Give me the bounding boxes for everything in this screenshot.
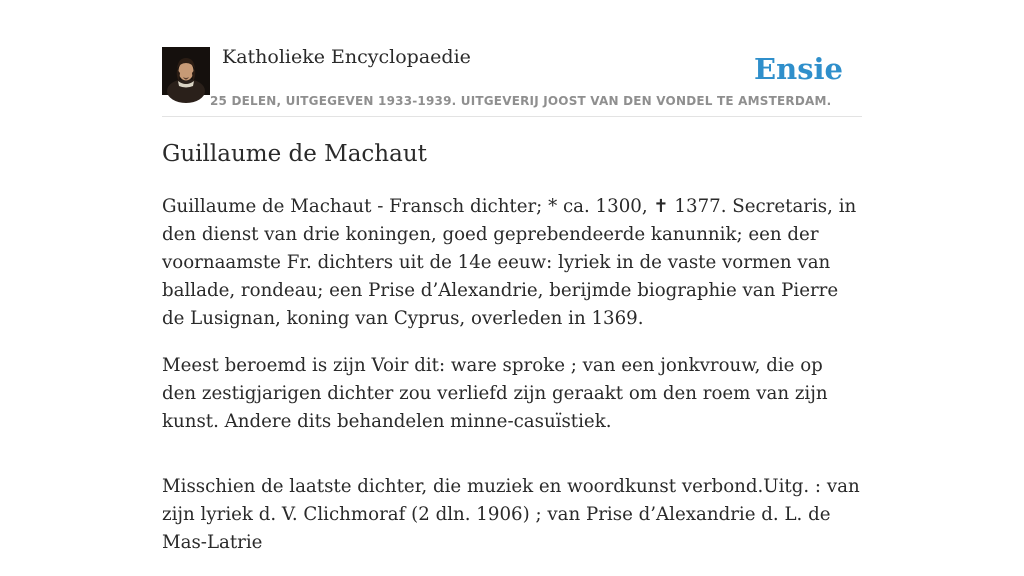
source-title[interactable]: Katholieke Encyclopaedie xyxy=(222,46,471,68)
portrait-icon xyxy=(162,47,210,95)
source-avatar[interactable] xyxy=(162,47,210,95)
article xyxy=(162,139,862,576)
ensie-logo-link[interactable]: Ensie xyxy=(754,52,843,86)
article-paragraph: Meest beroemd is zijn Voir dit: ware sproke ; van een jonkvrouw, die op den zestigjarigen dichter zou verliefd zijn geraakt om den roem van zijn kunst. Andere dits behandelen minne-casuïstiek. xyxy=(162,355,828,432)
article-paragraph: Misschien de laatste dichter, die muziek en woordkunst verbond.Uitg. : van zijn lyriek d. V. Clichmoraf (2 dln. 1906) ; van Prise d’Alexandrie d. L. de Mas-Latrie xyxy=(162,476,860,553)
source-header xyxy=(162,44,862,117)
source-meta: 25 DELEN, UITGEGEVEN 1933-1939. UITGEVERIJ JOOST VAN DEN VONDEL TE AMSTERDAM. xyxy=(210,94,832,108)
article-title: Guillaume de Machaut xyxy=(162,141,427,167)
article-paragraph: Guillaume de Machaut - Fransch dichter; * ca. 1300, ✝ 1377. Secretaris, in den dienst van drie koningen, goed geprebendeerde kanunnik; een der voornaamste Fr. dichters uit de 14e eeuw: lyriek in de vaste vormen van ballade, rondeau; een Prise d’Alexandrie, berijmde biographie van Pierre de Lusignan, koning van Cyprus, overleden in 1369. xyxy=(162,196,857,329)
